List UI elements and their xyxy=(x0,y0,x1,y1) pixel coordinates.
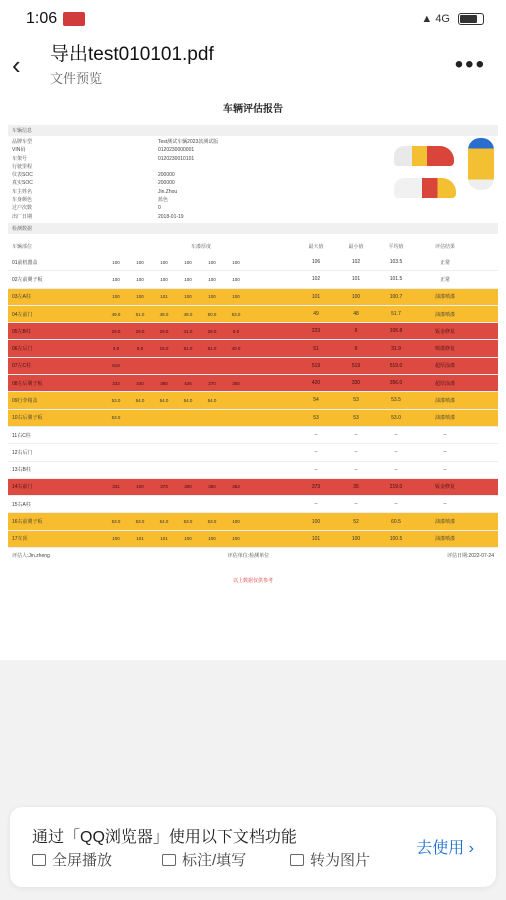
thickness-value: 100 xyxy=(184,294,192,300)
thickness-value: 29.0 xyxy=(135,328,145,334)
table-row: 06左后门 4.0 5.0 15.0 51.0 51.0 40.0 51 9 31.9 喷漆修复 xyxy=(8,340,498,357)
annotate-feature[interactable]: 标注/填写 xyxy=(162,849,246,870)
table-row: 08左后翼子板 333 340 380 426 370 350 420 330 356.0 超厚涂漆 xyxy=(8,375,498,392)
thickness-value xyxy=(154,415,174,420)
file-title: 导出test010101.pdf xyxy=(50,43,214,65)
thickness-value xyxy=(130,363,150,368)
thickness-value: 54.0 xyxy=(159,397,169,403)
edit-icon xyxy=(162,854,176,866)
thickness-value xyxy=(226,363,246,368)
thickness-value: 350 xyxy=(232,380,240,386)
thickness-value: 15.0 xyxy=(159,346,169,352)
file-subtitle: 文件预览 xyxy=(50,70,103,86)
thickness-value: 100 xyxy=(112,536,120,542)
thickness-value: 100 xyxy=(208,536,216,542)
thickness-value: 100 xyxy=(136,276,144,282)
table-row: 01前机器盖 100 100 100 100 100 100 106 102 103.5 正常 xyxy=(8,254,498,271)
image-icon xyxy=(290,854,304,866)
table-row: 14右前门 331 100 373 300 350 353 373 35 219.0 钣金修复 xyxy=(8,479,498,496)
table-row: 10右后翼子板 53.0 53 53 53.0 油漆喷漆 xyxy=(8,410,498,427)
thickness-value: 100 xyxy=(208,276,216,282)
table-row: 13右B柱 -- -- -- -- xyxy=(8,462,498,479)
thickness-value: 53.0 xyxy=(231,311,241,317)
report-footer: 评估人:Jin.zheng 评估单位:检测单位 评估日期:2022-07-24 xyxy=(12,553,494,560)
table-header: 车辆部位 车漆厚度 最大值 最小值 平均值 评估结果 xyxy=(12,244,455,251)
qq-browser-banner xyxy=(10,807,496,887)
table-row: 17车顶 100 101 101 100 100 100 101 100 100.5 油漆喷漆 xyxy=(8,531,498,548)
thickness-value: 300 xyxy=(184,484,192,490)
thickness-value: 340 xyxy=(136,380,144,386)
info-row: 真实SOC 200000 xyxy=(12,180,175,187)
thickness-value: 100 xyxy=(112,276,120,282)
thickness-value: 100 xyxy=(232,536,240,542)
report-title: 车辆评估报告 xyxy=(223,104,283,115)
back-icon[interactable]: ‹ xyxy=(12,49,21,80)
thickness-value xyxy=(226,398,246,403)
report-note: 以上数据仅供参考 xyxy=(232,578,273,585)
battery-icon xyxy=(458,13,484,25)
thickness-value: 5.0 xyxy=(136,346,144,352)
thickness-value: 100 xyxy=(160,259,168,265)
thickness-value: 53.0 xyxy=(111,415,121,421)
thickness-value: 519 xyxy=(112,363,120,369)
signal-icon: ▲ 4G xyxy=(421,13,450,25)
table-row: 09行李箱盖 53.0 54.0 54.0 54.0 54.0 54 53 53.5 油漆喷漆 xyxy=(8,392,498,409)
thickness-value: 100 xyxy=(112,294,120,300)
car-top-view xyxy=(468,138,494,190)
thickness-value: 100 xyxy=(136,294,144,300)
pdf-viewer[interactable] xyxy=(0,92,506,660)
to-image-feature[interactable]: 转为图片 xyxy=(290,849,370,870)
info-list xyxy=(8,138,390,221)
thickness-value xyxy=(178,363,198,368)
status-bar xyxy=(0,0,506,38)
thickness-value xyxy=(202,363,222,368)
thickness-value: 380 xyxy=(160,380,168,386)
thickness-value: 373 xyxy=(160,484,168,490)
more-options-icon[interactable]: ••• xyxy=(454,51,486,78)
fullscreen-feature[interactable]: 全屏播放 xyxy=(32,849,112,870)
info-row: 车身颜色 蓝色 xyxy=(12,197,169,204)
thickness-value: 53.0 xyxy=(135,519,145,525)
thickness-value: 101 xyxy=(160,536,168,542)
thickness-value: 51.0 xyxy=(207,346,217,352)
thickness-value: 29.0 xyxy=(111,328,121,334)
fullscreen-icon xyxy=(32,854,46,866)
clock: 1:06 xyxy=(26,10,58,27)
thickness-value: 29.0 xyxy=(159,328,169,334)
thickness-value: 51.0 xyxy=(135,311,145,317)
table-row: 12右后门 -- -- -- -- xyxy=(8,444,498,461)
table-row: 07左C柱 519 519 519 519.0 超厚涂漆 xyxy=(8,358,498,375)
info-row: 车主姓名 Jin.Zhou xyxy=(12,188,178,195)
title-bar xyxy=(0,38,506,92)
table-row: 05左B柱 29.0 29.0 29.0 41.0 28.0 9.0 223 9 106.8 钣金修复 xyxy=(8,323,498,340)
banner-text: 通过「QQ浏览器」使用以下文档功能 xyxy=(32,829,297,846)
table-row: 03左A柱 100 100 101 100 100 100 101 100 100.7 油漆喷漆 xyxy=(8,289,498,306)
thickness-value: 100 xyxy=(136,259,144,265)
thickness-value: 353 xyxy=(232,484,240,490)
thickness-value: 100 xyxy=(184,536,192,542)
thickness-value: 100 xyxy=(232,276,240,282)
thickness-value xyxy=(202,415,222,420)
thickness-value: 54.0 xyxy=(207,397,217,403)
table-row: 16右前翼子板 53.0 53.0 54.0 53.0 53.0 100 100 52 60.5 油漆喷漆 xyxy=(8,513,498,530)
thickness-value: 9.0 xyxy=(232,328,240,334)
thickness-value: 49.0 xyxy=(111,311,121,317)
thickness-value: 100 xyxy=(160,276,168,282)
thickness-value: 333 xyxy=(112,380,120,386)
thickness-value: 100 xyxy=(208,294,216,300)
thickness-value: 426 xyxy=(184,380,192,386)
thickness-value: 53.0 xyxy=(183,519,193,525)
car-side-view-right xyxy=(394,178,456,198)
table-row: 15右A柱 -- -- -- -- xyxy=(8,496,498,513)
notification-icon xyxy=(63,12,85,26)
thickness-value: 100 xyxy=(208,259,216,265)
thickness-value: 4.0 xyxy=(112,346,120,352)
thickness-value: 100 xyxy=(136,484,144,490)
thickness-value: 48.0 xyxy=(183,311,193,317)
info-row: 过户次数 0 xyxy=(12,205,161,212)
info-row: 出厂日期 2018-01-19 xyxy=(12,213,184,220)
info-row: 行驶里程 xyxy=(12,163,33,170)
thickness-value: 48.0 xyxy=(159,311,169,317)
info-row: 品牌车型 Test测试车辆2023款测试版 xyxy=(12,139,219,145)
thickness-value: 100 xyxy=(232,519,240,525)
thickness-value: 100 xyxy=(184,276,192,282)
section-header: 车辆信息 xyxy=(8,125,498,136)
thickness-value: 101 xyxy=(136,536,144,542)
thickness-value xyxy=(130,415,150,420)
car-diagram xyxy=(390,138,498,208)
thickness-value: 54.0 xyxy=(135,397,145,403)
car-side-view-left xyxy=(394,146,454,166)
table-row: 11右C柱 -- -- -- -- xyxy=(8,427,498,444)
thickness-value: 53.0 xyxy=(111,519,121,525)
pdf-page xyxy=(0,92,506,584)
thickness-value xyxy=(178,415,198,420)
thickness-value: 53.0 xyxy=(207,519,217,525)
table-body xyxy=(8,254,498,548)
thickness-value xyxy=(226,415,246,420)
thickness-value: 350 xyxy=(208,484,216,490)
thickness-value: 101 xyxy=(160,294,168,300)
thickness-value: 100 xyxy=(232,294,240,300)
thickness-value: 53.0 xyxy=(111,397,121,403)
table-row: 04左前门 49.0 51.0 48.0 48.0 50.0 53.0 49 48 51.7 油漆喷漆 xyxy=(8,306,498,323)
info-row: 车架号 0120230010101 xyxy=(12,155,195,162)
thickness-value: 50.0 xyxy=(207,311,217,317)
thickness-value: 54.0 xyxy=(159,519,169,525)
info-row: 仪表SOC 200000 xyxy=(12,172,175,179)
thickness-value: 100 xyxy=(184,259,192,265)
thickness-value: 28.0 xyxy=(207,328,217,334)
thickness-value: 100 xyxy=(112,259,120,265)
thickness-value: 100 xyxy=(232,259,240,265)
thickness-value: 40.0 xyxy=(231,346,241,352)
thickness-value: 331 xyxy=(112,484,120,490)
section-header: 检测数据 xyxy=(8,223,498,234)
use-now-button[interactable]: 去使用 › xyxy=(416,840,474,857)
info-row: VIN码 0120230000001 xyxy=(12,147,195,154)
thickness-value: 54.0 xyxy=(183,397,193,403)
thickness-value: 41.0 xyxy=(183,328,193,334)
thickness-value: 370 xyxy=(208,380,216,386)
thickness-value xyxy=(154,363,174,368)
thickness-value: 51.0 xyxy=(183,346,193,352)
table-row: 02左前翼子板 100 100 100 100 100 100 102 101 101.5 正常 xyxy=(8,271,498,288)
